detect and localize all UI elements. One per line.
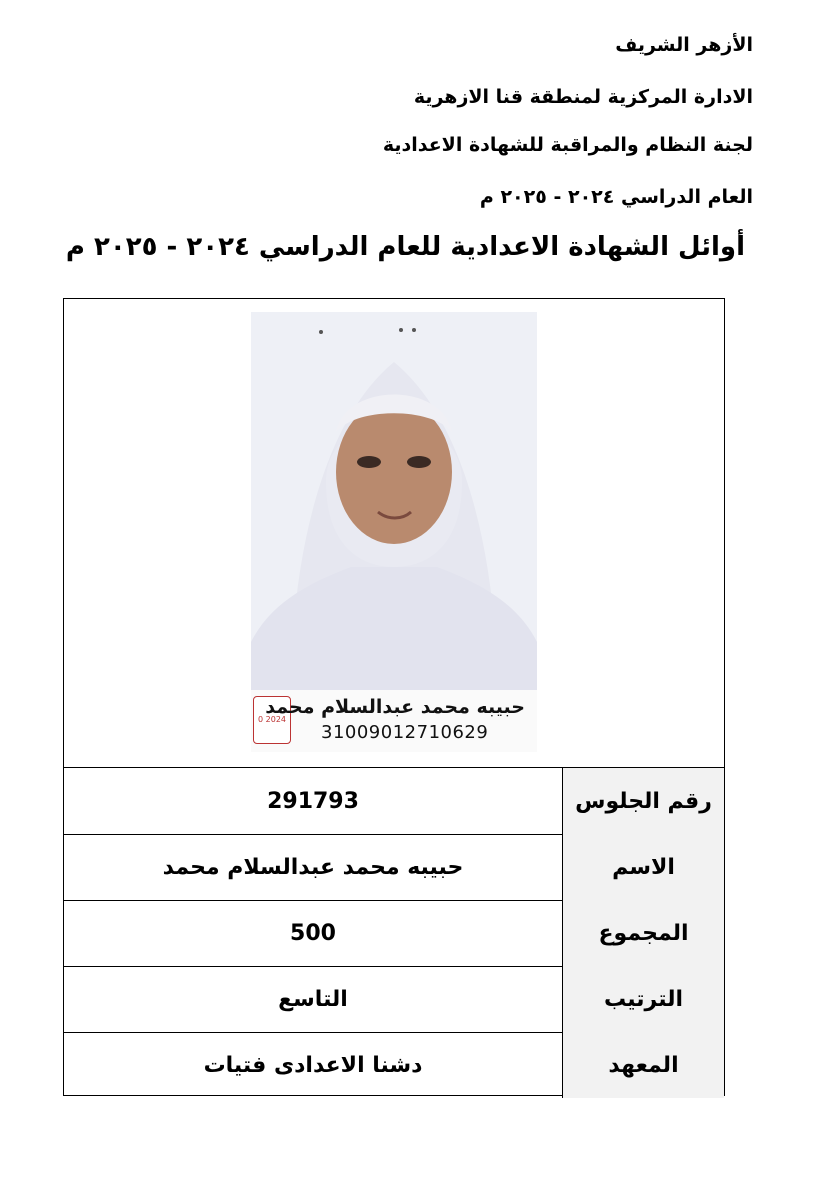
value-total: 500 [290,920,336,946]
row-institute [64,1032,724,1098]
value-name: حبيبه محمد عبدالسلام محمد [162,854,464,880]
header-line-administration: الادارة المركزية لمنطقة قنا الازهرية [413,86,753,108]
caption-student-name: حبيبه محمد عبدالسلام محمد [265,696,525,718]
header-line-azhar: الأزهر الشريف [615,34,753,56]
row-seat-number [64,768,724,835]
school-logo: 0 2024 [253,696,291,744]
value-seat-number: 291793 [267,788,359,814]
value-institute: دشنا الاعدادى فتيات [203,1052,423,1078]
row-rank [64,966,724,1033]
value-rank: التاسع [278,986,348,1012]
caption-national-id: 31009012710629 [321,722,489,743]
label-name: الاسم [562,834,724,900]
student-portrait-image [251,312,537,752]
photo-caption [251,690,537,752]
header-line-academic-year: العام الدراسي ٢٠٢٤ - ٢٠٢٥ م [479,186,753,208]
row-name [64,834,724,901]
photo-cell [64,299,724,768]
header-line-committee: لجنة النظام والمراقبة للشهادة الاعدادية [382,134,753,156]
label-institute: المعهد [562,1032,724,1098]
label-seat-number: رقم الجلوس [562,768,724,834]
page-title: أوائل الشهادة الاعدادية للعام الدراسي ٢٠٢٤ - ٢٠٢٥ م [65,232,745,262]
label-total: المجموع [562,900,724,966]
label-rank: الترتيب [562,966,724,1032]
row-total [64,900,724,967]
student-card [63,298,725,1096]
student-photo [251,312,537,752]
